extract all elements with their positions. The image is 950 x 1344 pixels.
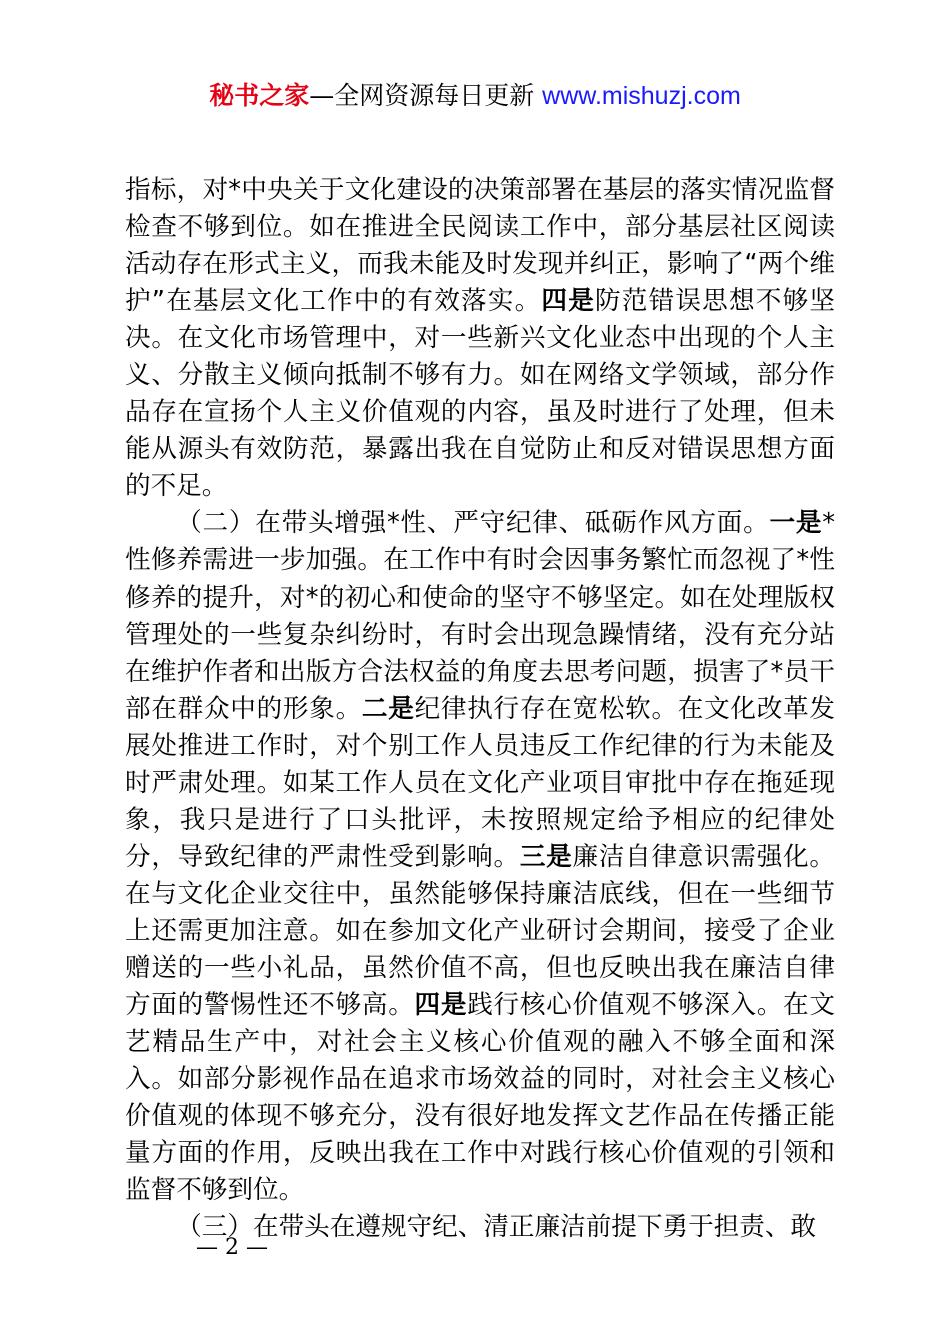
paragraph-text: 纪律执行存在宽松软。在文化改革发展处推进工作时，对个别工作人员违反工作纪律的行为未能及时严肃处理。如某工作人员在文化产业项目审批中存在拖延现象，我只是进行了口头批评，未按照规定给予相应的纪律处分，导致纪律的严肃性受到影响。 xyxy=(125,693,835,872)
paragraph-emphasis: 一是 xyxy=(769,508,823,539)
paragraph-emphasis: 四是 xyxy=(541,286,595,317)
banner-brand: 秘书之家 xyxy=(209,81,310,110)
page-number: — 2 — xyxy=(196,1235,268,1260)
paragraph-text: （二）在带头增强*性、严守纪律、砥砺作风方面。 xyxy=(176,508,770,539)
paragraph-text: 践行核心价值观不够深入。在文艺精品生产中，对社会主义核心价值观的融入不够全面和深入。如部分影视作品在追求市场效益的同时，对社会主义核心价值观的体现不够充分，没有很好地发挥文艺作品在传播正能量方面的作用，反映出我在工作中对践行核心价值观的引领和监督不够到位。 xyxy=(125,990,835,1206)
banner-tagline: —全网资源每日更新 xyxy=(309,81,543,110)
site-banner xyxy=(0,80,950,112)
paragraph-1 xyxy=(125,172,835,505)
paragraph-text: *性修养需进一步加强。在工作中有时会因事务繁忙而忽视了*性修养的提升，对*的初心和使命的坚守不够坚定。如在处理版权管理处的一些复杂纠纷时，有时会出现急躁情绪，没有充分站在维护作者和出版方合法权益的角度去思考问题，损害了*员干部在群众中的形象。 xyxy=(125,508,835,724)
document-body xyxy=(125,172,835,1246)
paragraph-emphasis: 三是 xyxy=(519,841,573,872)
paragraph-text: 廉洁自律意识需强化。在与文化企业交往中，虽然能够保持廉洁底线，但在一些细节上还需更加注意。如在参加文化产业研讨会期间，接受了企业赠送的一些小礼品，虽然价值不高，但也反映出我在廉洁自律方面的警惕性还不够高。 xyxy=(125,841,835,1021)
paragraph-text: （三）在带头在遵规守纪、清正廉洁前提下勇于担责、敢 xyxy=(176,1212,817,1243)
paragraph-text: 指标，对*中央关于文化建设的决策部署在基层的落实情况监督检查不够到位。如在推进全民阅读工作中，部分基层社区阅读活动存在形式主义，而我未能及时发现并纠正，影响了“两个维护”在基层文化工作中的有效落实。 xyxy=(125,175,835,317)
paragraph-emphasis: 二是 xyxy=(361,693,415,724)
banner-url-link[interactable]: www.mishuzj.com xyxy=(542,82,741,110)
paragraph-text: 防范错误思想不够坚决。在文化市场管理中，对一些新兴文化业态中出现的个人主义、分散主义倾向抵制不够有力。如在网络文学领域，部分作品存在宣扬个人主义价值观的内容，虽及时进行了处理，但未能从源头有效防范，暴露出我在自觉防止和反对错误思想方面的不足。 xyxy=(125,286,835,502)
paragraph-emphasis: 四是 xyxy=(414,990,468,1021)
paragraph-2 xyxy=(125,505,835,1209)
